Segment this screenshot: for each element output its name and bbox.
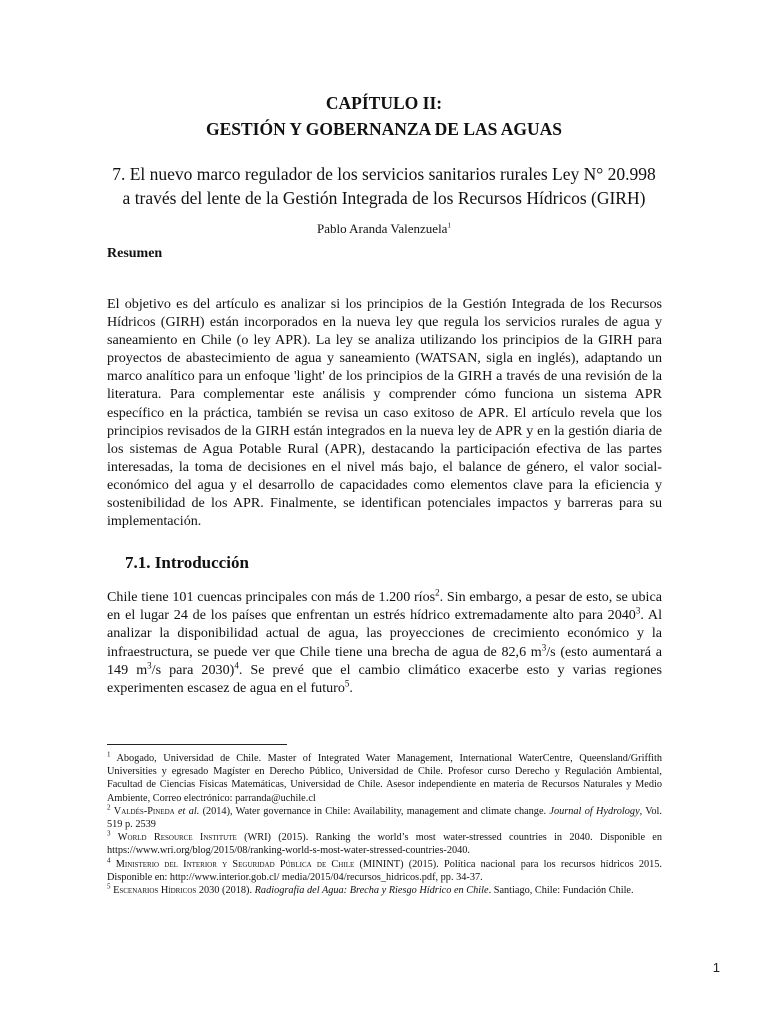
intro-text: .: [349, 680, 353, 697]
intro-text: Chile tiene 101 cuencas principales con más de 1.200 ríos: [107, 589, 436, 605]
author-footnote-ref[interactable]: 1: [447, 221, 451, 230]
intro-text: /s (esto aumentará a 149 m: [107, 643, 662, 678]
abstract-paragraph: El objetivo es del artículo es analizar si los principios de la Gestión Integrada de los Recursos Hídricos (GIRH) están incorporados en la nueva ley que regula los servicios rurales de agua y saneamiento en Chile (o ley APR). La ley se analiza utilizando los principios de la GIRH para proyectos de abastecimiento de agua y saneamiento (WATSAN, sigla en inglés), adaptando un marco analítico para un enfoque 'light' de los principios de la GIRH a través de una revisión de la literatura. Para complementar este análisis y comprender cómo funciona un sistema APR específico en la práctica, también se revisa un caso exitoso de APR. El artículo revela que los principios revisados de la GIRH están integrados en la nueva ley de APR y en la gestión diaria de los sistemas de Agua Potable Rural (APR), destacando la participación efectiva de las partes interesadas, la toma de decisiones en el nivel más bajo, el balance de género, el valor social-económico del agua y el desarrollo de capacidades como elementos clave para la eficiencia y sostenibilidad de los APR. Finalmente, se identifican potenciales impactos y barreras para su implementación.: [107, 296, 662, 530]
abstract-heading: Resumen: [107, 246, 163, 261]
intro-text: . Sin embargo, a pesar de esto, se ubica en el lugar 24 de los países que enfrentan un estrés hídrico extremadamente alto para 2040: [107, 589, 662, 624]
footnote-author: Valdés-Pineda: [113, 805, 175, 817]
footnote-author: Escenarios Hídricos: [113, 885, 197, 897]
footnote-text: . Santiago, Chile: Fundación Chile.: [488, 885, 634, 897]
footnote-author: World Resource Institute: [117, 832, 237, 844]
footnote-number: 2: [107, 803, 111, 812]
footnote-number: 3: [107, 829, 111, 838]
article-title-line1: 7. El nuevo marco regulador de los servicios sanitarios rurales Ley N° 20.998: [112, 164, 656, 184]
author-name: Pablo Aranda Valenzuela: [317, 221, 448, 236]
author-line: [0, 221, 768, 237]
footnote-ref-5[interactable]: 5: [344, 678, 350, 689]
footnote-number: 4: [107, 856, 111, 865]
footnote-ref-2[interactable]: 2: [435, 587, 440, 598]
intro-paragraph: [107, 588, 662, 697]
footnote-etal: et al.: [177, 805, 200, 817]
footnote-text: (WRI) (2015). Ranking the world’s most water-stressed countries in 2040. Disponible en https://www.wri.org/blog/2015/08/ranking-world-s-most-water-stressed-countries-2040.: [107, 832, 663, 857]
unit-exponent: 3: [147, 660, 152, 671]
footnote-text: 2030 (2018).: [198, 885, 253, 897]
chapter-title-line2: GESTIÓN Y GOBERNANZA DE LAS AGUAS: [205, 119, 563, 139]
footnote-4: [107, 858, 662, 884]
footnote-2: [107, 805, 662, 831]
footnote-ref-3[interactable]: 3: [635, 605, 641, 616]
article-title-line2: a través del lente de la Gestión Integrada de los Recursos Hídricos (GIRH): [122, 188, 646, 208]
page-number: 1: [712, 960, 720, 975]
intro-text: . Al analizar la disponibilidad actual de agua, las proyecciones de crecimiento económico y la infraestructura, se puede ver que Chile tiene una brecha de agua de 82,6 m: [107, 607, 662, 660]
section-heading-introduccion: 7.1. Introducción: [125, 553, 249, 572]
footnote-1: [107, 752, 662, 805]
footnote-5: [107, 884, 662, 897]
footnote-author: Ministerio del Interior y Seguridad Pública de Chile: [115, 858, 355, 870]
footnote-ref-4[interactable]: 4: [234, 660, 239, 671]
footnote-text: , Vol. 519 p. 2539: [107, 805, 662, 831]
intro-text: . Se prevé que el cambio climático exacerbe esto y varias regiones experimenten escasez de agua en el futuro: [107, 661, 662, 697]
footnote-number: 5: [107, 882, 111, 891]
unit-exponent: 3: [541, 641, 547, 652]
footnotes: [107, 752, 662, 897]
footnote-number: 1: [107, 750, 111, 759]
chapter-title-line1: CAPÍTULO II:: [325, 93, 443, 113]
footnote-text: Abogado, Universidad de Chile. Master of Integrated Water Management, International WaterCentre, Queensland/Griffith Universities y egresado Magíster en Derecho Público, Universidad de Chile. Profesor curso Derecho y Regulación Ambiental, Facultad de Ciencias Físicas Matemáticas, Universidad de Chile. Asesor independiente en materia de Recursos Naturales y Medio Ambiente, Correo electrónico: parranda@uchile.cl: [107, 753, 662, 804]
footnote-text: (2014), Water governance in Chile: Availability, management and climate change.: [202, 805, 547, 817]
footnote-text: (MININT) (2015). Política nacional para los recursos hídricos 2015. Disponible en: http://www.interior.gob.cl/ media/2015/04/recursos_hidricos.pdf, pp. 34-37.: [107, 858, 662, 883]
footnote-3: [107, 831, 662, 857]
intro-text: /s para 2030): [151, 661, 235, 678]
footnote-title: Radiografía del Agua: Brecha y Riesgo Hídrico en Chile: [254, 885, 489, 897]
footnote-journal: Journal of Hydrology: [549, 805, 640, 817]
footnote-separator: [107, 744, 287, 745]
